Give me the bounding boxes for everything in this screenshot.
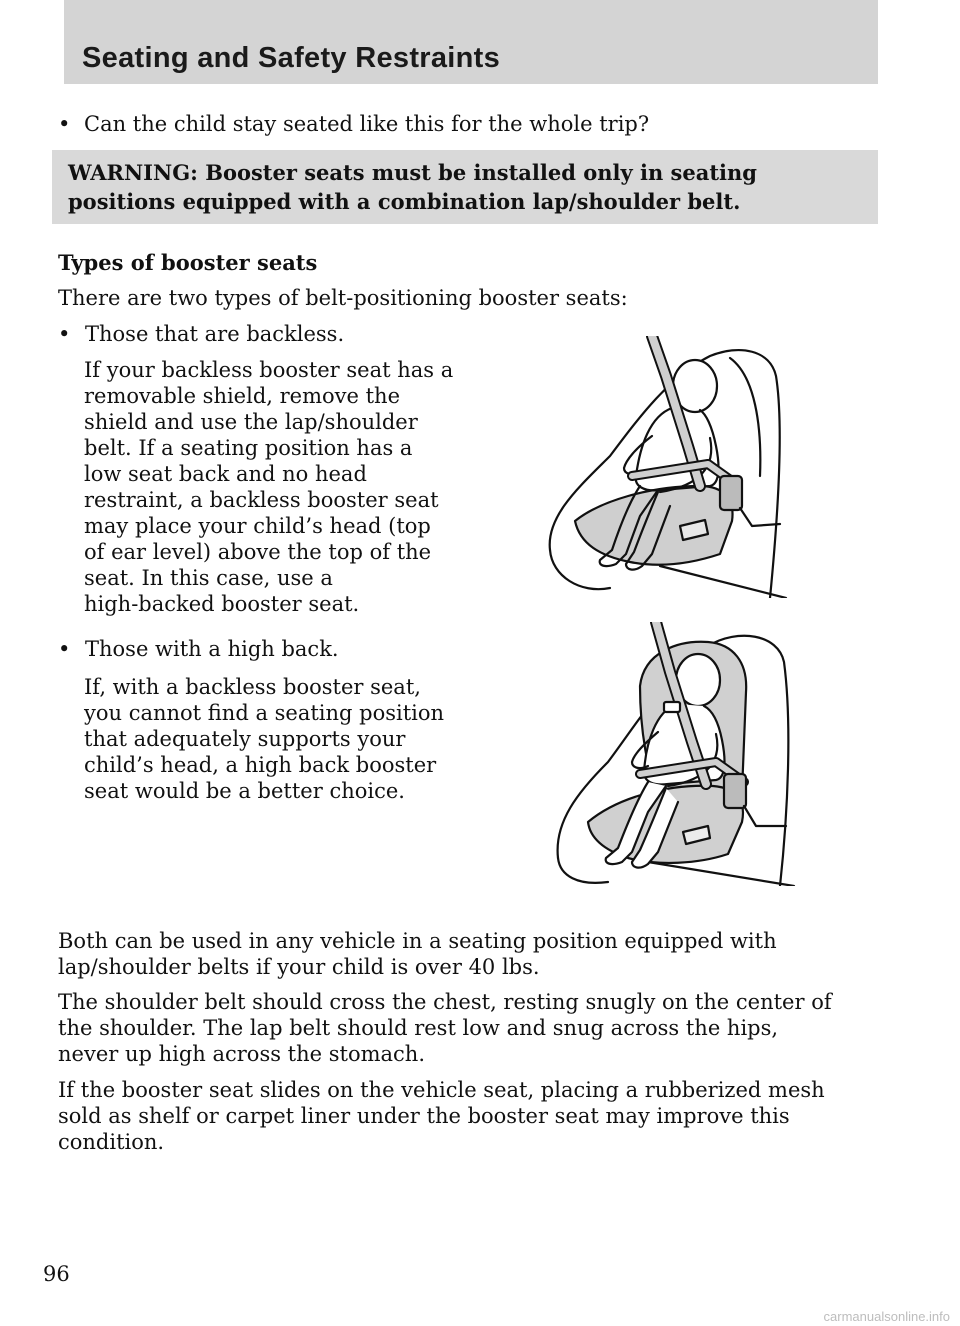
paragraph-usage [58,928,777,980]
paragraph-line: never up high across the stomach. [58,1042,425,1066]
paragraph-line: lap/shoulder belts if your child is over 40 lbs. [58,955,540,979]
backless-booster-illustration [540,336,790,598]
desc-line: removable shield, remove the [84,384,401,408]
paragraph-line: the shoulder. The lap belt should rest low and snug across the hips, [58,1016,779,1040]
backless-description [84,357,453,617]
paragraph-line: Both can be used in any vehicle in a seating position equipped with [58,929,777,953]
section-intro: There are two types of belt-positioning booster seats: [58,286,628,310]
warning-box [52,150,878,224]
desc-line: If, with a backless booster seat, [84,675,421,699]
page-number: 96 [43,1262,70,1286]
type-bullet-backless: Those that are backless. [85,322,345,346]
paragraph-line: condition. [58,1130,165,1154]
desc-line: If your backless booster seat has a [84,358,454,382]
warning-line: WARNING: Booster seats must be installed only in seating [68,160,757,185]
desc-line: seat would be a better choice. [84,779,405,803]
desc-line: that adequately supports your [84,727,406,751]
warning-line: positions equipped with a combination lap/shoulder belt. [68,189,741,214]
type-bullet-high-back: Those with a high back. [85,637,339,661]
desc-line: child’s head, a high back booster [84,753,437,777]
desc-line: high-backed booster seat. [84,592,360,616]
section-heading: Types of booster seats [58,250,318,275]
desc-line: may place your child’s head (top [84,514,431,538]
desc-line: shield and use the lap/shoulder [84,410,418,434]
paragraph-belt-fit [58,989,832,1067]
desc-line: belt. If a seating position has a [84,436,413,460]
bullet-icon: • [58,322,71,346]
desc-line: of ear level) above the top of the [84,540,432,564]
paragraph-line: The shoulder belt should cross the chest, resting snugly on the center of [58,990,832,1014]
desc-line: restraint, a backless booster seat [84,488,439,512]
paragraph-line: If the booster seat slides on the vehicle seat, placing a rubberized mesh [58,1078,825,1102]
page-title: Seating and Safety Restraints [82,42,501,74]
paragraph-line: sold as shelf or carpet liner under the booster seat may improve this [58,1104,790,1128]
bullet-icon: • [58,112,71,136]
high-back-booster-illustration [548,622,796,886]
desc-line: seat. In this case, use a [84,566,333,590]
bullet-icon: • [58,637,71,661]
paragraph-sliding [58,1077,825,1155]
warning-text [68,158,757,216]
high-back-description [84,674,444,804]
intro-bullet-text: Can the child stay seated like this for the whole trip? [84,112,650,136]
desc-line: low seat back and no head [84,462,367,486]
watermark-link[interactable]: carmanualsonline.info [823,1309,950,1324]
desc-line: you cannot find a seating position [84,701,445,725]
